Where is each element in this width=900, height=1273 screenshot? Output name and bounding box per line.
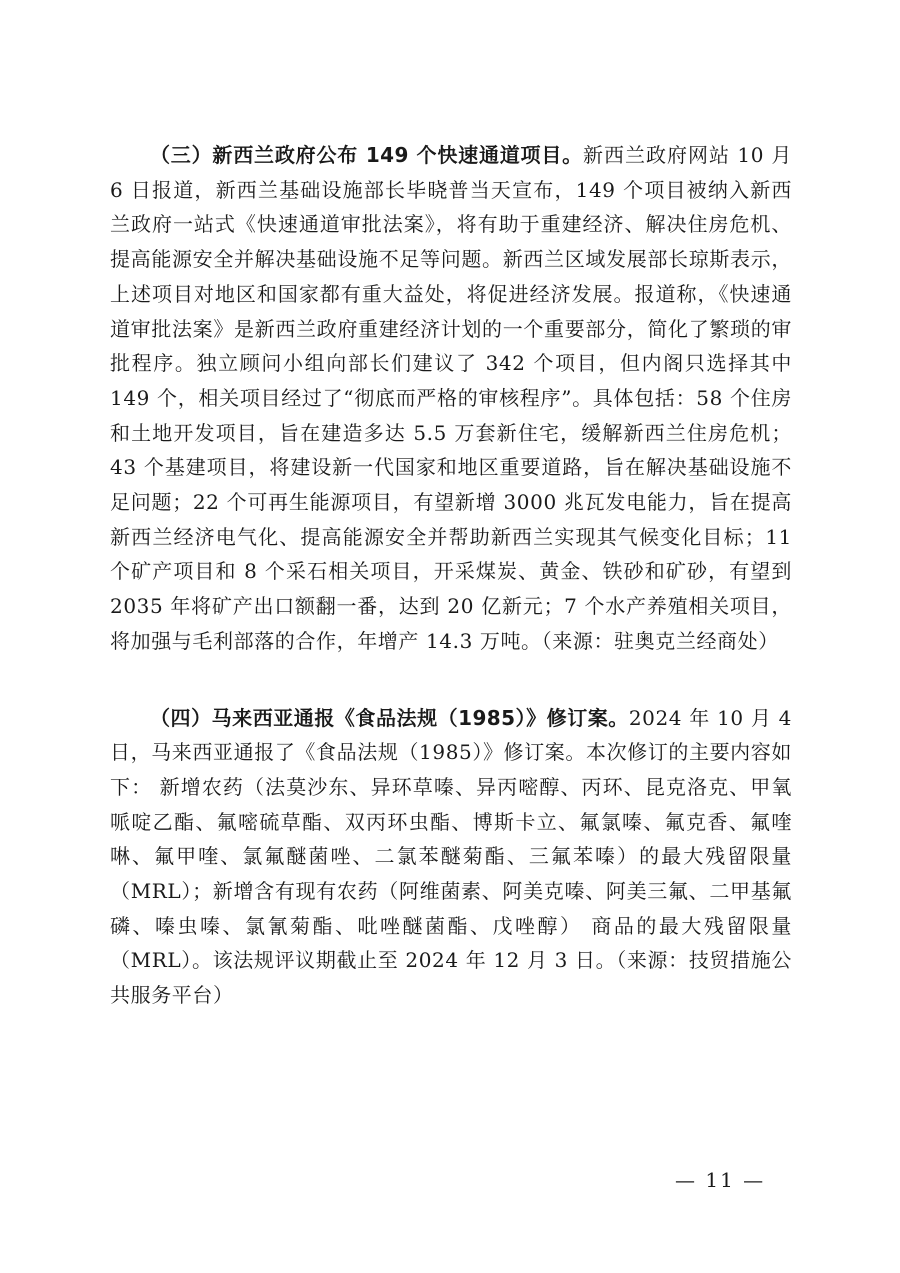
section-body: 新西兰政府网站 10 月 6 日报道，新西兰基础设施部长毕晓普当天宣布，149 个项目被纳入新西兰政府一站式《快速通道审批法案》，将有助于重建经济、解决住房危机、提高能源安全并解决基础设施不足等问题。新西兰区域发展部长琼斯表示，上述项目对地区和国家都有重大益处，将促进经济发展。报道称，《快速通道审批法案》是新西兰政府重建经济计划的一个重要部分，简化了繁琐的审批程序。独立顾问小组向部长们建议了 342 个项目，但内阁只选择其中 149 个，相关项目经过了“彻底而严格的审核程序”。具体包括：58 个住房和土地开发项目，旨在建造多达 5.5 万套新住宅，缓解新西兰住房危机；43 个基建项目，将建设新一代国家和地区重要道路，旨在解决基础设施不足问题；22 个可再生能源项目，有望新增 3000 兆瓦发电能力，旨在提高新西兰经济电气化、提高能源安全并帮助新西兰实现其气候变化目标；11 个矿产项目和 8 个采石相关项目，开采煤炭、黄金、铁砂和矿砂，有望到 2035 年将矿产出口额翻一番，达到 20 亿新元；7 个水产养殖相关项目，将加强与毛利部落的合作，年增产 14.3 万吨。（来源：驻奥克兰经商处）	[110, 143, 792, 653]
section-body: 2024 年 10 月 4 日，马来西亚通报了《食品法规（1985）》修订案。本次修订的主要内容如下： 新增农药（法莫沙东、异环草嗪、异丙嘧醇、丙环、昆克洛克、甲氧哌啶乙酯、氟嘧硫草酯、双丙环虫酯、博斯卡立、氟氯嗪、氟克香、氟喹啉、氟甲喹、氯氟醚菌唑、二氯苯醚菊酯、三氟苯嗪）的最大残留限量 （MRL）；新增含有现有农药（阿维菌素、阿美克嗪、阿美三氟、二甲基氟磷、嗪虫嗪、氯氰菊酯、吡唑醚菌酯、戊唑醇） 商品的最大残留限量（MRL）。该法规评议期截止至 2024 年 12 月 3 日。（来源：技贸措施公共服务平台）	[110, 705, 792, 1008]
section-heading: （四）马来西亚通报《食品法规（1985）》修订案。	[150, 705, 629, 730]
document-body	[110, 138, 792, 1013]
section-heading: （三）新西兰政府公布 149 个快速通道项目。	[150, 143, 583, 167]
section-malaysia-food-regulation	[110, 701, 792, 1013]
page-number: — 11 —	[675, 1168, 766, 1192]
section-new-zealand-fast-track	[110, 138, 792, 659]
